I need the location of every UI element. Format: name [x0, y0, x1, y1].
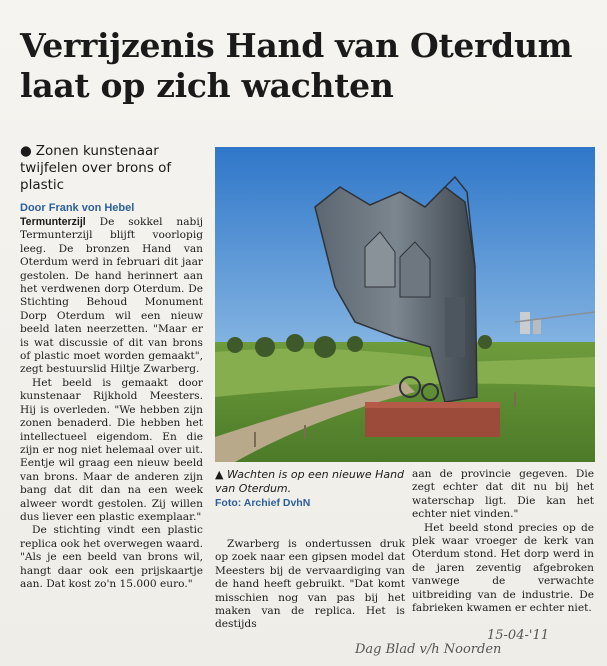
subhead [20, 143, 205, 194]
sculpture-photo [215, 147, 595, 462]
subhead-text: Zonen kunstenaar twijfelen over brons of plastic [20, 143, 172, 193]
triangle-icon: ▲ [215, 468, 224, 481]
handwritten-source: Dag Blad v/h Noorden [355, 642, 502, 657]
paragraph: aan de provincie gegeven. Die zegt echter dat dit nu bij het waterschap ligt. Die kan het echter niet vinden." [412, 468, 594, 521]
headline: Verrijzenis Hand van Oterdum laat op zich wachten [20, 26, 573, 105]
paragraph: Zwarberg is ondertussen druk op zoek naar een gipsen model dat Meesters bij de vervaardiging van de hand heeft gebruikt. "Dat komt misschien nog van pas bij het maken van de replica. Het is destijds [215, 538, 405, 631]
paragraph: Het beeld is gemaakt door kunstenaar Rijkhold Meesters. Hij is overleden. "We hebben zijn zonen benaderd. Die hebben het intellectueel eigendom. En die zijn er nog niet helemaal over uit. Eentje wil graag een nieuw beeld van brons. Maar de anderen zijn bang dat dit dan na een week alweer wordt gestolen. Zij willen dus liever een plastic exemplaar." [20, 376, 203, 523]
handwritten-annotation [355, 628, 595, 664]
article-column-2 [215, 538, 405, 632]
byline: Door Frank von Hebel [20, 202, 135, 214]
paragraph: Het beeld stond precies op de plek waar vroeger de kerk van Oterdum stond. Het dorp werd in de jaren zeventig afgebroken vanwege de verwachte uitbreiding van de industrie. De fabrieken kwamen er echter niet. [412, 521, 594, 615]
paragraph: De stichting vindt een plastic replica ook het overwegen waard. "Als je een beeld van brons wil, hangt daar ook een prijskaartje aan. Dat kost zo'n 15.000 euro." [20, 524, 203, 590]
article-column-1 [20, 216, 203, 591]
caption-text: Wachten is op een nieuwe Hand van Oterdum. [215, 468, 405, 495]
bullet-icon: ● [20, 143, 32, 159]
paragraph-text: De sokkel nabij Termunterzijl blijft voorlopig leeg. De bronzen Hand van Oterdum werd in februari dit jaar gestolen. De hand herinnert aan het verdwenen dorp Oterdum. De Stichting Behoud Monument Dorp Oterdum wil een nieuw beeld laten neerzetten. "Maar er is wat discussie of dit van brons of plastic moet worden gemaakt", zegt bestuurslid Hiltje Zwarberg. [20, 216, 204, 376]
photo-caption [215, 468, 405, 510]
hand-sculpture-image [215, 147, 595, 462]
handwritten-date: 15-04-'11 [487, 628, 549, 643]
dateline: Termunterzijl [20, 216, 86, 228]
photo-credit: Foto: Archief DvhN [215, 497, 311, 509]
article-column-3 [412, 468, 594, 615]
paragraph [20, 216, 203, 377]
